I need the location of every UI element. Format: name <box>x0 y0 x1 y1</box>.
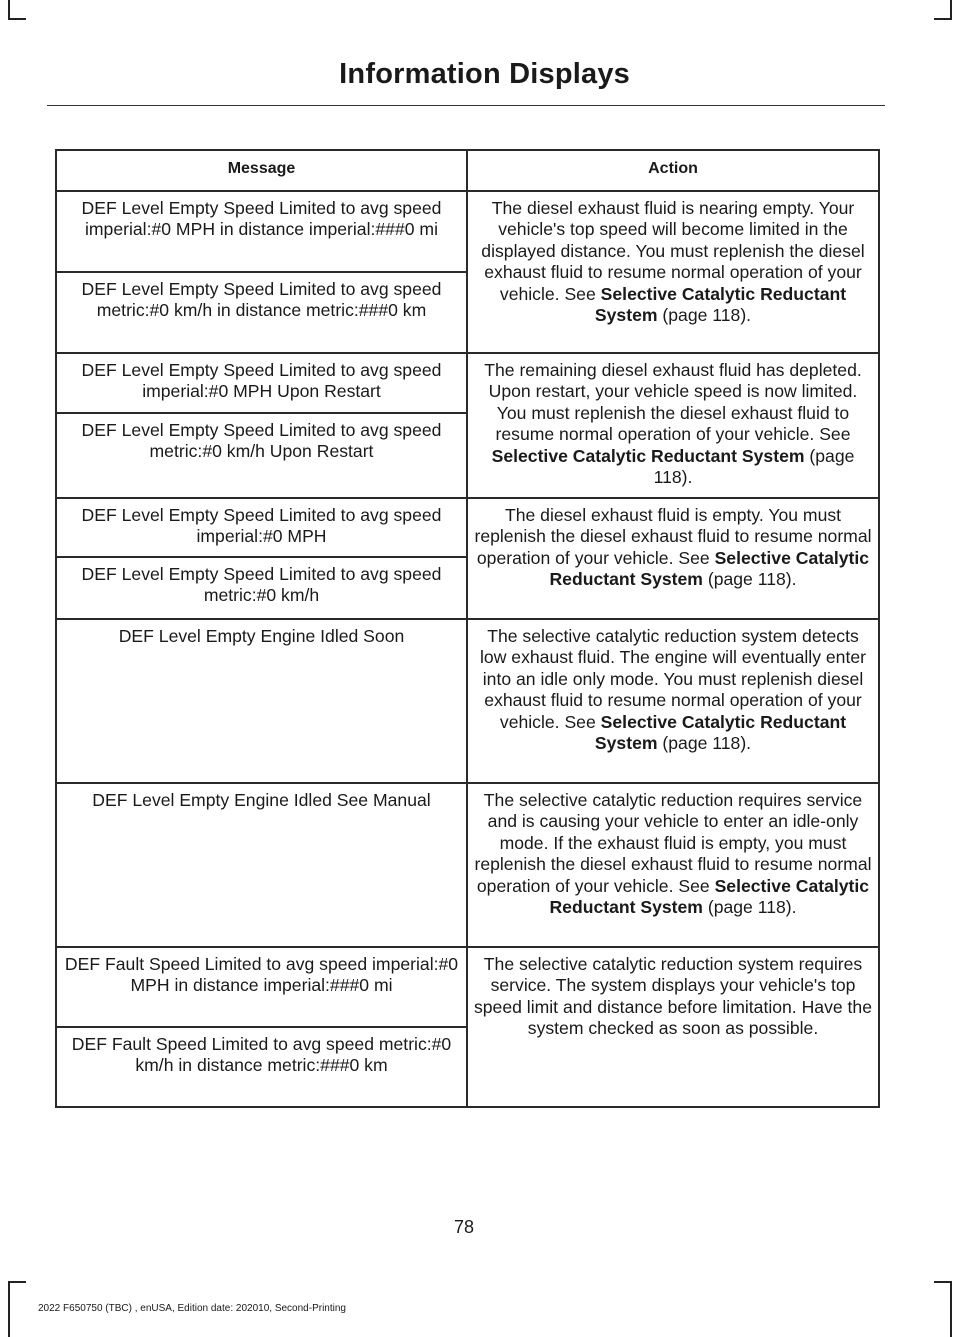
table-row <box>56 947 879 1027</box>
crop-mark <box>8 0 10 18</box>
crop-mark <box>950 0 952 18</box>
page-reference: (page 118). <box>657 733 752 753</box>
page-reference: (page 118). <box>657 305 752 325</box>
action-text: The remaining diesel exhaust fluid has depleted. Upon restart, your vehicle speed is now limited. You must replenish the diesel exhaust fluid to resume normal operation of your vehicle. See <box>484 359 862 444</box>
cross-reference-link[interactable]: Selective Catalytic Reductant System <box>491 445 805 466</box>
message-cell: DEF Level Empty Speed Limited to avg speed metric:#0 km/h Upon Restart <box>56 413 467 498</box>
action-text: The diesel exhaust fluid is nearing empty. Your vehicle's top speed will become limited in the displayed distance. You must replenish the diesel exhaust fluid to resume normal operation of your vehicle. See <box>481 197 865 304</box>
crop-mark <box>934 1281 952 1283</box>
action-cell <box>467 947 879 1107</box>
action-cell <box>467 498 879 619</box>
table-header-row <box>56 150 879 191</box>
message-table <box>55 149 880 1108</box>
action-text: The selective catalytic reduction system detects low exhaust fluid. The engine will eventually enter into an idle only mode. You must replenish diesel exhaust fluid to resume normal operation of your vehicle. See <box>480 625 866 732</box>
action-cell <box>467 191 879 353</box>
header-divider <box>47 105 885 106</box>
action-text: The selective catalytic reduction system requires service. The system displays your vehicle's top speed limit and distance before limitation. Have the system checked as soon as possible. <box>473 953 873 1038</box>
message-cell: DEF Level Empty Speed Limited to avg speed imperial:#0 MPH <box>56 498 467 557</box>
action-text: The diesel exhaust fluid is empty. You must replenish the diesel exhaust fluid to resume normal operation of your vehicle. See <box>474 504 872 568</box>
page-reference: (page 118). <box>653 445 855 487</box>
message-column-header: Message <box>56 150 467 191</box>
page-title: Information Displays <box>339 58 630 90</box>
message-cell: DEF Level Empty Engine Idled Soon <box>56 619 467 783</box>
action-cell <box>467 353 879 498</box>
cross-reference-link[interactable]: Selective Catalytic Reductant System <box>594 283 847 325</box>
crop-mark <box>8 1281 26 1283</box>
action-cell <box>467 619 879 783</box>
message-cell: DEF Level Empty Speed Limited to avg speed imperial:#0 MPH in distance imperial:###0 mi <box>56 191 467 272</box>
crop-mark <box>8 1281 10 1337</box>
cross-reference-link[interactable]: Selective Catalytic Reductant System <box>549 547 870 589</box>
cross-reference-link[interactable]: Selective Catalytic Reductant System <box>594 711 847 753</box>
crop-mark <box>8 18 26 20</box>
page-reference: (page 118). <box>702 897 797 917</box>
table-row <box>56 191 879 272</box>
crop-mark <box>934 18 952 20</box>
page-number: 78 <box>453 1217 475 1237</box>
edition-footer: 2022 F650750 (TBC) , enUSA, Edition date: 202010, Second-Printing <box>38 1303 346 1314</box>
table-row <box>56 498 879 557</box>
message-cell: DEF Level Empty Engine Idled See Manual <box>56 783 467 947</box>
cross-reference-link[interactable]: Selective Catalytic Reductant System <box>549 875 870 917</box>
table-row <box>56 619 879 783</box>
message-cell: DEF Fault Speed Limited to avg speed metric:#0 km/h in distance metric:###0 km <box>56 1027 467 1107</box>
action-cell <box>467 783 879 947</box>
table-row <box>56 783 879 947</box>
message-cell: DEF Level Empty Speed Limited to avg speed metric:#0 km/h <box>56 557 467 619</box>
message-cell: DEF Level Empty Speed Limited to avg speed imperial:#0 MPH Upon Restart <box>56 353 467 413</box>
message-cell: DEF Fault Speed Limited to avg speed imperial:#0 MPH in distance imperial:###0 mi <box>56 947 467 1027</box>
action-column-header: Action <box>467 150 879 191</box>
message-cell: DEF Level Empty Speed Limited to avg speed metric:#0 km/h in distance metric:###0 km <box>56 272 467 353</box>
page-reference: (page 118). <box>702 569 797 589</box>
action-text: The selective catalytic reduction requires service and is causing your vehicle to enter an idle-only mode. If the exhaust fluid is empty, you must replenish the diesel exhaust fluid to resume normal operation of your vehicle. See <box>474 789 872 896</box>
table-row <box>56 353 879 413</box>
crop-mark <box>950 1281 952 1337</box>
